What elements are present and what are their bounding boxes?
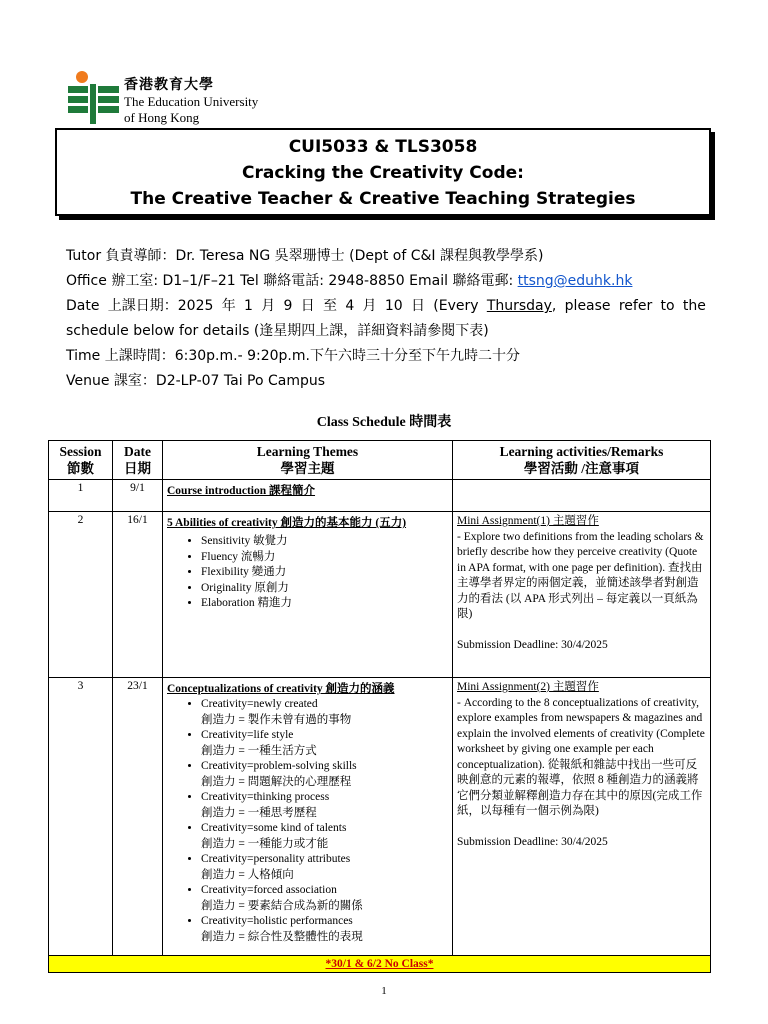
date-line-word: Thursday, <box>486 298 557 314</box>
date-line-word: 至 <box>323 298 338 314</box>
course-title-line3: The Creative Teacher & Creative Teaching Strategies <box>130 189 636 209</box>
header-activities: Learning activities/Remarks 學習活動 /注意事項 <box>453 441 711 480</box>
header-themes: Learning Themes 學習主題 <box>163 441 453 480</box>
list-item: • Elaboration 精進力 <box>201 596 448 612</box>
table-row <box>49 480 711 512</box>
activity-title: Mini Assignment(1) 主題習作 <box>457 515 599 527</box>
course-title-box <box>55 128 711 216</box>
list-item: • Flexibility 變通力 <box>201 565 448 581</box>
date-line-word: 9 <box>283 298 293 314</box>
office-text: Office 辦工室: D1–1/F–21 Tel 聯絡電話: 2948-8850 Email 聯絡電郵: <box>66 273 518 289</box>
theme-title: Course introduction 課程簡介 <box>167 485 316 497</box>
list-item: • Creativity=holistic performances 創造力 = 綜合性及整體性的表現 <box>201 914 448 945</box>
date-line-word: the <box>682 298 706 314</box>
list-item: • Creativity=forced association 創造力 = 要素結合成為新的關係 <box>201 883 448 914</box>
theme-cell <box>163 678 453 956</box>
venue-line: Venue 課室：D2-LP-07 Tai Po Campus <box>66 373 326 389</box>
theme-title: 5 Abilities of creativity 創造力的基本能力 (五力) <box>167 517 407 529</box>
session-cell: 1 <box>49 480 113 512</box>
activity-cell <box>453 480 711 512</box>
abilities-list <box>167 534 448 612</box>
list-item: • Creativity=problem-solving skills 創造力 = 問題解決的心理歷程 <box>201 759 448 790</box>
date-line-word: 年 <box>221 298 236 314</box>
date-line-word: 4 <box>345 298 355 314</box>
conceptualizations-list <box>167 697 448 945</box>
list-item: • Creativity=thinking process 創造力 = 一種思考歷程 <box>201 790 448 821</box>
course-code: CUI5033 & TLS3058 <box>288 137 478 157</box>
list-item: • Sensitivity 敏覺力 <box>201 534 448 550</box>
logo-english-name-line1: The Education University <box>124 94 259 109</box>
date-cell: 23/1 <box>113 678 163 956</box>
office-line <box>66 269 706 294</box>
no-class-notice: *30/1 & 6/2 No Class* <box>49 956 711 973</box>
session-cell: 3 <box>49 678 113 956</box>
page-number: 1 <box>381 985 387 997</box>
logo-english-name-line2: of Hong Kong <box>124 110 200 125</box>
submission-deadline: Submission Deadline: 30/4/2025 <box>457 836 608 848</box>
tutor-line: Tutor 負責導師：Dr. Teresa NG 吳翠珊博士 (Dept of C&I 課程與教學學系) <box>66 248 544 264</box>
list-item: • Creativity=life style 創造力 = 一種生活方式 <box>201 728 448 759</box>
logo-chinese-name: 香港教育大學 <box>124 78 214 93</box>
date-cell: 9/1 <box>113 480 163 512</box>
time-line: Time 上課時間：6:30p.m.- 9:20p.m.下午六時三十分至下午九時二十分 <box>66 348 520 364</box>
date-line-word: 日 <box>410 298 425 314</box>
date-line-word: to <box>660 298 675 314</box>
date-line-word: please <box>564 298 611 314</box>
date-line-word: 10 <box>384 298 403 314</box>
date-line-word: 月 <box>362 298 377 314</box>
date-line <box>66 294 706 319</box>
schedule-title: Class Schedule 時間表 <box>316 415 452 430</box>
logo-text <box>124 78 258 126</box>
table-row <box>49 678 711 956</box>
date-line-word: (Every <box>433 298 479 314</box>
activity-text: - Explore two definitions from the leading scholars & briefly describe how they perceive creativity (Quote in APA format, with one page per definition). 查找由主導學者界定的兩個定義，並簡述該學者對創造力的看法 (以 APA 形式列出 – 每定義以一頁紙為限) <box>457 530 704 620</box>
theme-cell <box>163 512 453 678</box>
date-line-word: refer <box>618 298 653 314</box>
schedule-table <box>48 440 711 973</box>
eduhk-emblem-icon <box>66 70 122 126</box>
course-title-line2: Cracking the Creativity Code: <box>242 163 524 183</box>
header-session: Session 節數 <box>49 441 113 480</box>
email-link[interactable]: ttsng@eduhk.hk <box>517 273 633 289</box>
date-cell: 16/1 <box>113 512 163 678</box>
list-item: • Fluency 流暢力 <box>201 550 448 566</box>
table-header-row <box>49 441 711 480</box>
activity-cell <box>453 512 711 678</box>
date-line-word: 日 <box>300 298 315 314</box>
activity-cell <box>453 678 711 956</box>
date-line-word: Date <box>66 298 100 314</box>
list-item: • Creativity=some kind of talents 創造力 = 一種能力或才能 <box>201 821 448 852</box>
theme-title: Conceptualizations of creativity 創造力的涵義 <box>167 683 395 695</box>
list-item: • Creativity=newly created 創造力 = 製作未曾有過的事物 <box>201 697 448 728</box>
no-class-row <box>49 956 711 973</box>
session-cell: 2 <box>49 512 113 678</box>
activity-text: - According to the 8 conceptualizations of creativity, explore examples from newspapers & magazines and explain the involved elements of creativity (Complete worksheet by giving one example per each conceptualization). 從報紙和雜誌中找出一些可反映創意的元素的報導，依照 8 種創造力的涵義將它們分類並解釋創造力存在其中的原因(完成工作紙，以每種有一個示例為限) <box>457 696 705 817</box>
course-info <box>66 244 706 394</box>
table-row <box>49 512 711 678</box>
list-item: • Originality 原創力 <box>201 581 448 597</box>
submission-deadline: Submission Deadline: 30/4/2025 <box>457 639 608 651</box>
list-item: • Creativity=personality attributes 創造力 = 人格傾向 <box>201 852 448 883</box>
theme-cell <box>163 480 453 512</box>
date-line-word: 月 <box>261 298 276 314</box>
activity-title: Mini Assignment(2) 主題習作 <box>457 681 599 693</box>
header-date: Date 日期 <box>113 441 163 480</box>
date-line-word: 上課日期：2025 <box>107 298 214 314</box>
date-line-word: 1 <box>244 298 253 314</box>
date-line-2: schedule below for details (逢星期四上課，詳細資料請參閱下表) <box>66 323 489 339</box>
